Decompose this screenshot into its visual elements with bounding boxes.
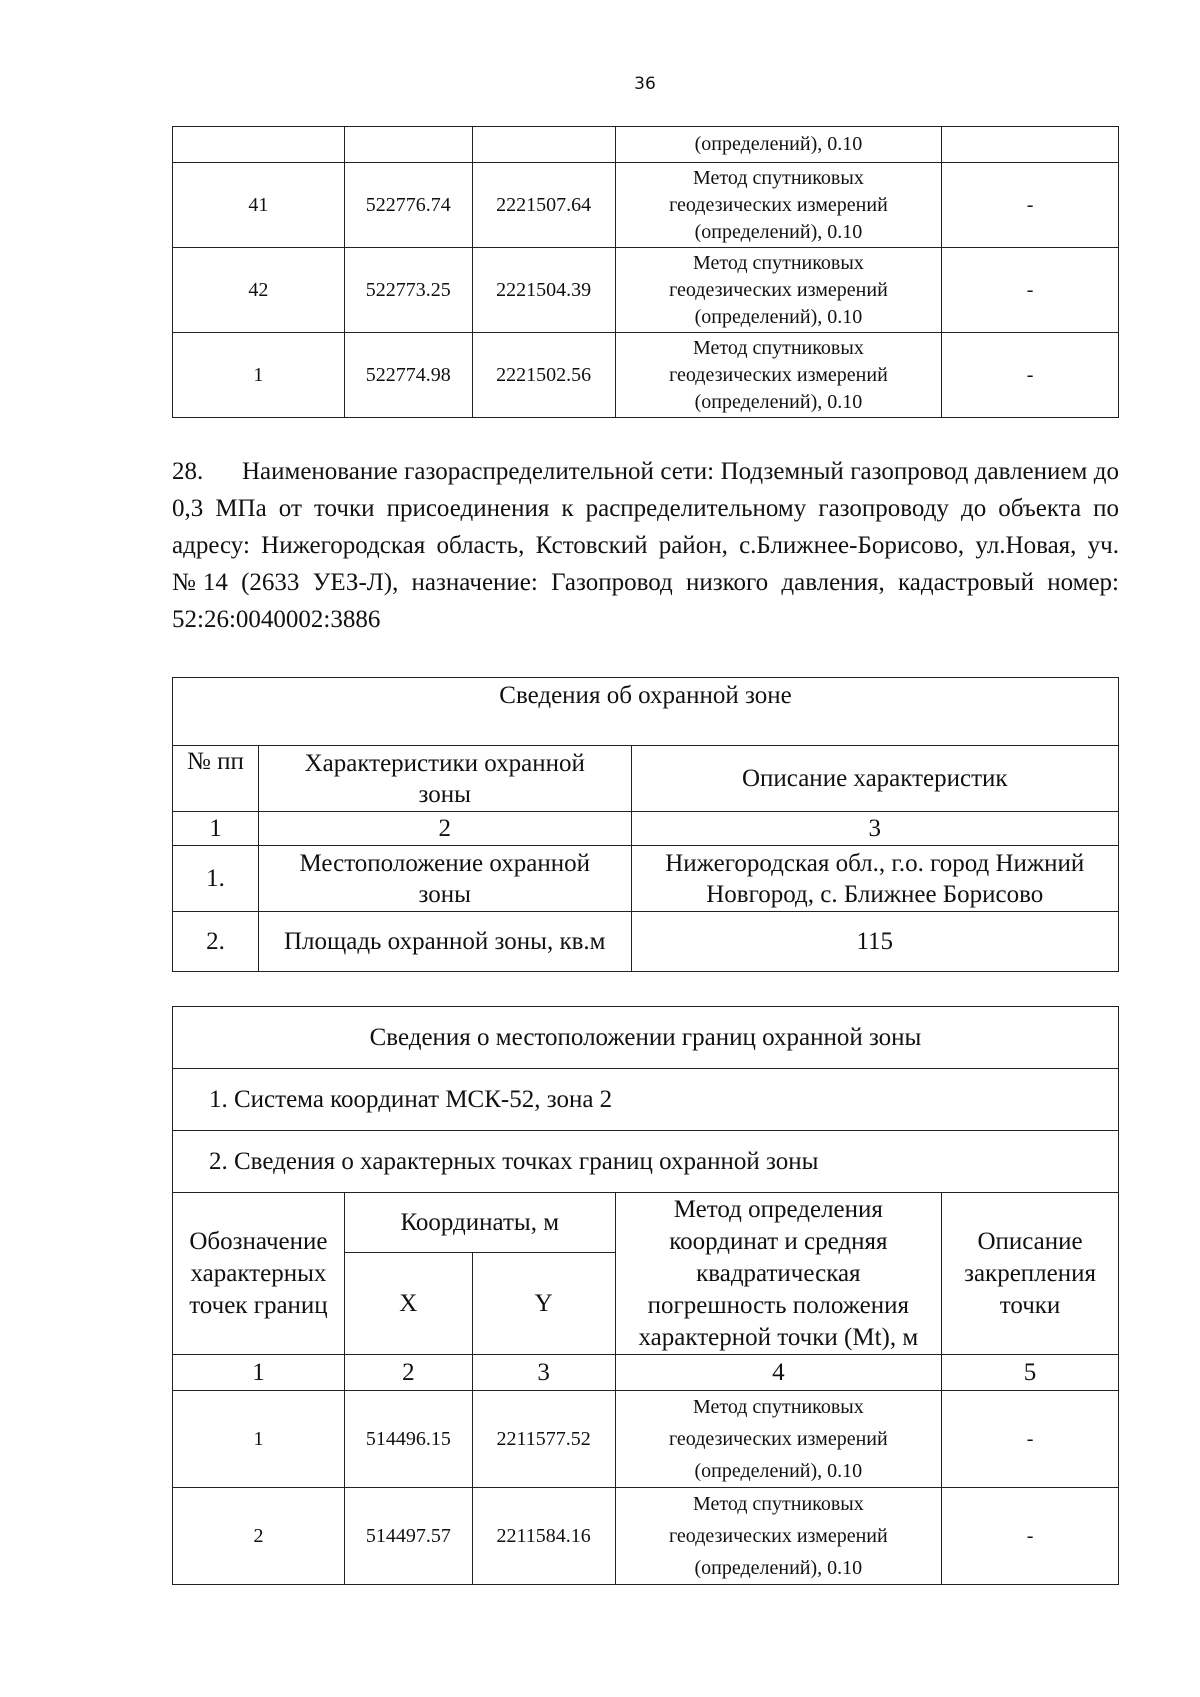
points-title: 2. Сведения о характерных точках границ охранной зоны [173,1131,1119,1193]
table-row [173,333,1119,418]
coordinate-system: 1. Система координат МСК-52, зона 2 [173,1069,1119,1131]
table-row [173,127,1119,163]
coord-x: 514497.57 [344,1488,472,1585]
section-paragraph: 28. Наименование газораспределительной сети: Подземный газопровод давлением до 0,3 МПа от точки присоединения к распределительному газопроводу до объекта по адресу: Нижегородская область, Кстовский район, с.Ближнее-Борисово, ул.Новая, уч.№14 (2633 УЕЗ-Л), назначение: Газопровод низкого давления, кадастровый номер: 52:26:0040002:3886 [172,458,1119,633]
header-coordinates: Координаты, м [344,1193,615,1253]
coord-y: 2221504.39 [472,248,615,333]
method-cell: Метод спутниковых геодезических измерений (определений), 0.10 [615,1391,942,1488]
point-id: 41 [173,163,345,248]
coord-x: 522773.25 [344,248,472,333]
fix-description: - [942,1488,1119,1585]
table-row: 2. Площадь охранной зоны, кв.м 115 [173,912,1119,972]
page-number: 36 [634,74,656,94]
coord-y: 2211577.52 [472,1391,615,1488]
point-id: 2 [173,1488,345,1585]
table-title-row [173,1007,1119,1069]
coord-y: 2211584.16 [472,1488,615,1585]
column-numbers-row: 1 2 3 4 5 [173,1355,1119,1391]
fix-description: - [942,163,1119,248]
fix-description: - [942,248,1119,333]
coord-x: 522776.74 [344,163,472,248]
coord-x: 522774.98 [344,333,472,418]
table-row [173,1391,1119,1488]
table-row [173,163,1119,248]
method-cell: (определений), 0.10 [615,127,942,163]
header-y: Y [472,1253,615,1355]
coord-x: 514496.15 [344,1391,472,1488]
table-title: Сведения об охранной зоне [173,678,1119,746]
method-cell: Метод спутниковых геодезических измерений (определений), 0.10 [615,333,942,418]
table-row: 1. Местоположение охранной зоны Нижегородская обл., г.о. город Нижний Новгород, с. Ближнее Борисово [173,846,1119,912]
protection-zone-table [172,677,1119,972]
coord-y: 2221502.56 [472,333,615,418]
header-num: № пп [173,746,259,812]
table-header-row [173,1193,1119,1253]
method-cell: Метод спутниковых геодезических измерений (определений), 0.10 [615,1488,942,1585]
header-method: Метод определения координат и средняя квадратическая погрешность положения характерной точки (Mt), м [615,1193,942,1355]
table-title-row [173,678,1119,746]
point-id: 1 [173,333,345,418]
point-id: 42 [173,248,345,333]
table-row [173,1488,1119,1585]
table-row [173,248,1119,333]
header-x: X [344,1253,472,1355]
coord-y: 2221507.64 [472,163,615,248]
boundary-points-table [172,1006,1119,1585]
point-id: 1 [173,1391,345,1488]
coordinate-system-row [173,1069,1119,1131]
header-fixing: Описание закрепления точки [942,1193,1119,1355]
header-designation: Обозначение характерных точек границ [173,1193,345,1355]
fix-description: - [942,333,1119,418]
header-characteristics: Характеристики охранной зоны [258,746,631,812]
table-header-row [173,746,1119,812]
table-title: Сведения о местоположении границ охранной зоны [173,1007,1119,1069]
fix-description: - [942,1391,1119,1488]
method-cell: Метод спутниковых геодезических измерений (определений), 0.10 [615,248,942,333]
header-description: Описание характеристик [631,746,1118,812]
points-title-row [173,1131,1119,1193]
top-coordinates-table [172,126,1119,418]
column-numbers-row: 1 2 3 [173,812,1119,846]
method-cell: Метод спутниковых геодезических измерений (определений), 0.10 [615,163,942,248]
